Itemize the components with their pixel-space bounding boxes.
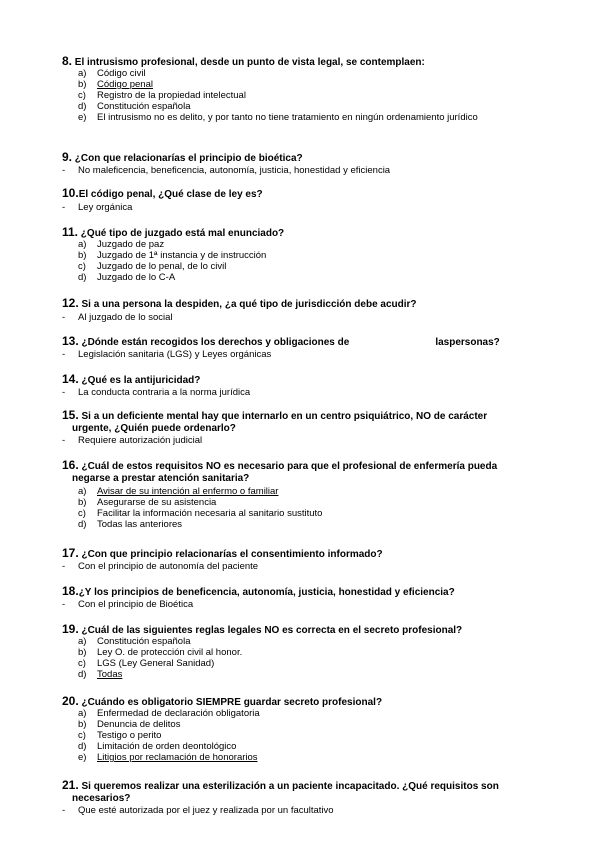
answer-17: - Con el principio de autonomía del paciente [62, 561, 259, 572]
question-text: El código penal, ¿Qué clase de ley es? [78, 189, 263, 200]
question-8 [62, 55, 540, 69]
option-a [78, 486, 544, 497]
question-number: 18. [62, 584, 79, 598]
option-text: Juzgado de paz [97, 239, 165, 250]
question-text: El intrusismo profesional, desde un punto de vista legal, se contemplaen: [72, 57, 425, 68]
question-number: 20. [62, 694, 79, 708]
question-text-continued: necesarios? [72, 793, 131, 804]
answer-text: Al juzgado de lo social [78, 312, 173, 323]
question-11 [62, 226, 540, 240]
question-text: ¿Con que relacionarías el principio de bioética? [72, 153, 303, 164]
option-c [78, 508, 544, 519]
option-letter: b) [78, 497, 87, 508]
option-d [78, 669, 544, 680]
option-letter: e) [78, 752, 87, 763]
option-text: Testigo o perito [97, 730, 162, 741]
answer-10: - Ley orgánica [62, 202, 133, 213]
option-letter: d) [78, 741, 87, 752]
option-text: LGS (Ley General Sanidad) [97, 658, 215, 669]
question-number: 11. [62, 225, 79, 239]
option-letter: b) [78, 647, 87, 658]
question-number: 9. [62, 150, 73, 164]
answer-15: - Requiere autorización judicial [62, 435, 203, 446]
question-number: 14. [62, 372, 79, 386]
option-letter: c) [78, 658, 86, 669]
option-b [78, 250, 544, 261]
option-text: Código civil [97, 68, 146, 79]
answer-text: Con el principio de Bioética [78, 599, 194, 610]
option-text: El intrusismo no es delito, y por tanto no tiene tratamiento en ningún ordenamiento jurídico [97, 112, 478, 123]
option-letter: a) [78, 708, 87, 719]
option-text: Ley O. de protección civil al honor. [97, 647, 243, 658]
option-d [78, 272, 544, 283]
question-text: Si a un deficiente mental hay que internarlo en un centro psiquiátrico, NO de carácter [78, 411, 488, 422]
answer-21: - Que esté autorizada por el juez y realizada por un facultativo [62, 805, 334, 816]
question-text: ¿Cuál de estos requisitos NO es necesario para que el profesional de enfermería pueda [78, 461, 498, 472]
option-letter: a) [78, 68, 87, 79]
option-letter: c) [78, 261, 86, 272]
question-number: 16. [62, 458, 79, 472]
option-c [78, 261, 544, 272]
option-d [78, 741, 544, 752]
question-15 [62, 409, 540, 435]
question-number: 21. [62, 778, 79, 792]
option-d [78, 519, 544, 530]
question-17 [62, 547, 540, 561]
question-text: ¿Y los principios de beneficencia, autonomía, justicia, honestidad y eficiencia? [78, 587, 455, 598]
option-b [78, 719, 544, 730]
option-text: Constitución española [97, 101, 191, 112]
question-text: ¿Qué es la antijuricidad? [78, 375, 201, 386]
option-c [78, 90, 544, 101]
question-18 [62, 585, 540, 599]
question-text: Si a una persona la despiden, ¿a qué tipo de jurisdicción debe acudir? [78, 299, 417, 310]
answer-18: - Con el principio de Bioética [62, 599, 194, 610]
options-list [78, 68, 544, 123]
option-text: Registro de la propiedad intelectual [97, 90, 246, 101]
answer-9: - No maleficencia, beneficencia, autonomía, justicia, honestidad y eficiencia [62, 165, 391, 176]
question-number: 15. [62, 408, 79, 422]
option-text: Asegurarse de su asistencia [97, 497, 217, 508]
question-9 [62, 151, 540, 165]
options-list [78, 636, 544, 680]
option-letter: b) [78, 719, 87, 730]
question-number: 19. [62, 622, 79, 636]
option-text: Facilitar la información necesaria al sanitario sustituto [97, 508, 323, 519]
answer-text: Con el principio de autonomía del paciente [78, 561, 259, 572]
answer-text: Requiere autorización judicial [78, 435, 203, 446]
option-b [78, 497, 544, 508]
options-list [78, 239, 544, 283]
option-letter: b) [78, 250, 87, 261]
options-list [78, 486, 544, 530]
answer-text: Ley orgánica [78, 202, 133, 213]
answer-text: La conducta contraria a la norma jurídica [78, 387, 251, 398]
question-text-continued: urgente, ¿Quién puede ordenarlo? [72, 423, 236, 434]
option-a [78, 708, 544, 719]
option-e [78, 112, 544, 123]
question-number: 17. [62, 546, 79, 560]
option-letter: b) [78, 79, 87, 90]
question-number: 8. [62, 54, 73, 68]
question-13 [62, 335, 540, 349]
option-b [78, 79, 544, 90]
options-list [78, 708, 544, 763]
answer-text: Que esté autorizada por el juez y realizada por un facultativo [78, 805, 334, 816]
option-letter: d) [78, 101, 87, 112]
option-text: Enfermedad de declaración obligatoria [97, 708, 260, 719]
option-c [78, 658, 544, 669]
question-text: ¿Cuándo es obligatorio SIEMPRE guardar secreto profesional? [78, 697, 383, 708]
question-20 [62, 695, 540, 709]
option-text: Denuncia de delitos [97, 719, 181, 730]
option-d [78, 101, 544, 112]
option-letter: c) [78, 508, 86, 519]
question-text: ¿Qué tipo de juzgado está mal enunciado? [78, 228, 285, 239]
option-a [78, 68, 544, 79]
option-c [78, 730, 544, 741]
question-19 [62, 623, 540, 637]
question-16 [62, 459, 540, 485]
option-text: Juzgado de lo C-A [97, 272, 176, 283]
option-text: Todas las anteriores [97, 519, 183, 530]
question-text-continued: negarse a prestar atención sanitaria? [72, 473, 250, 484]
option-text-correct: Código penal [97, 79, 153, 90]
option-letter: d) [78, 669, 87, 680]
answer-14: - La conducta contraria a la norma jurídica [62, 387, 251, 398]
question-text: ¿Dónde están recogidos los derechos y obligaciones de [78, 337, 350, 348]
question-number: 10. [62, 186, 79, 200]
option-text-correct: Avisar de su intención al enfermo o familiar [97, 486, 279, 497]
question-text: ¿Cuál de las siguientes reglas legales NO es correcta en el secreto profesional? [78, 625, 463, 636]
option-text: Constitución española [97, 636, 191, 647]
option-a [78, 239, 544, 250]
question-14 [62, 373, 540, 387]
question-number: 13. [62, 334, 79, 348]
question-12 [62, 297, 540, 311]
option-a [78, 636, 544, 647]
option-text: Juzgado de lo penal, de lo civil [97, 261, 227, 272]
option-letter: a) [78, 239, 87, 250]
answer-12: - Al juzgado de lo social [62, 312, 173, 323]
option-text: Juzgado de 1ª instancia y de instrucción [97, 250, 267, 261]
option-e [78, 752, 544, 763]
option-letter: a) [78, 636, 87, 647]
question-text: ¿Con que principio relacionarías el consentimiento informado? [78, 549, 383, 560]
question-10 [62, 187, 540, 201]
option-text-correct: Litigios por reclamación de honorarios [97, 752, 258, 763]
question-number: 12. [62, 296, 79, 310]
option-letter: c) [78, 730, 86, 741]
question-text-end: laspersonas? [435, 337, 500, 348]
option-letter: d) [78, 272, 87, 283]
question-text: Si queremos realizar una esterilización a un paciente incapacitado. ¿Qué requisitos son [78, 781, 499, 792]
answer-text: Legislación sanitaria (LGS) y Leyes orgánicas [78, 349, 272, 360]
option-text: Limitación de orden deontológico [97, 741, 237, 752]
option-b [78, 647, 544, 658]
question-21 [62, 779, 540, 805]
answer-text: No maleficencia, beneficencia, autonomía, justicia, honestidad y eficiencia [78, 165, 391, 176]
option-letter: e) [78, 112, 87, 123]
option-letter: a) [78, 486, 87, 497]
option-text-correct: Todas [97, 669, 123, 680]
answer-13: - Legislación sanitaria (LGS) y Leyes orgánicas [62, 349, 272, 360]
option-letter: c) [78, 90, 86, 101]
option-letter: d) [78, 519, 87, 530]
